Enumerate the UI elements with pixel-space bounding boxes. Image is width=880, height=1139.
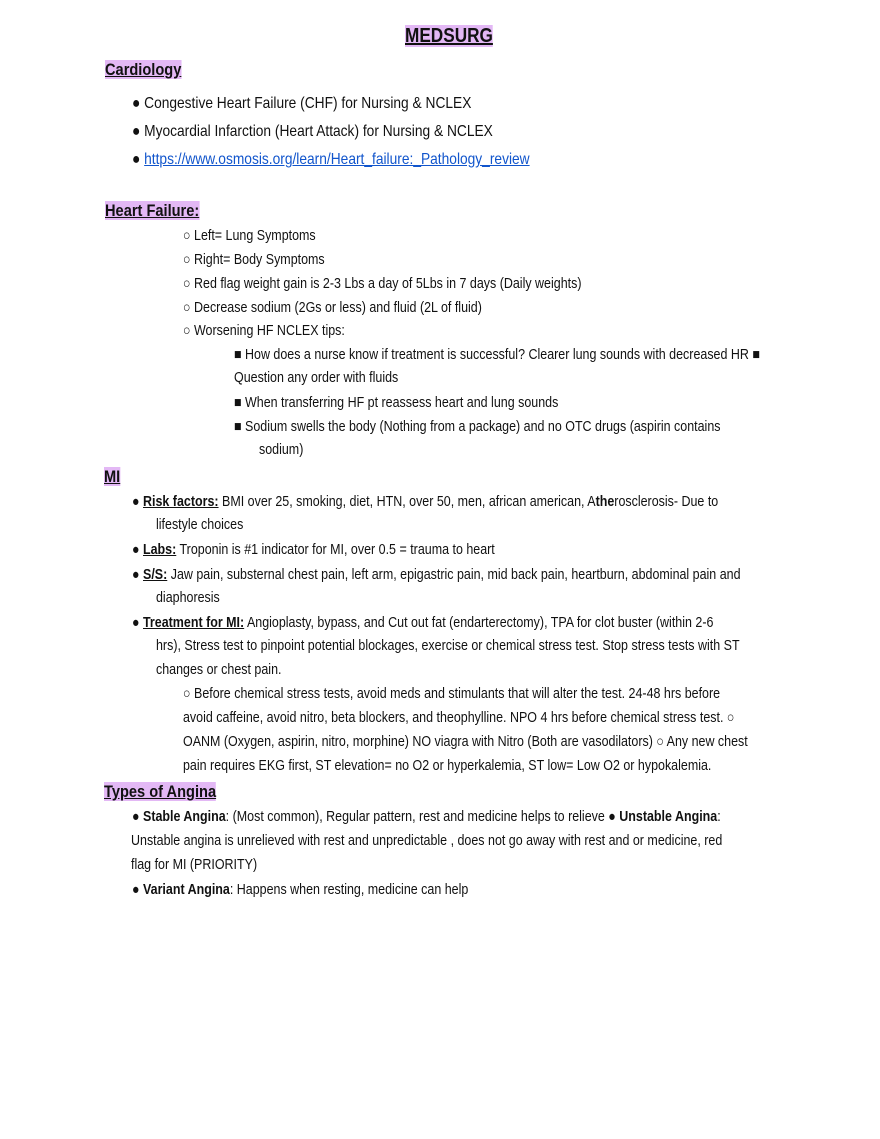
list-item: ○ Decrease sodium (2Gs or less) and fluid (2L of fluid) (183, 300, 482, 316)
page-title: MEDSURG (405, 25, 493, 47)
mi-heading: MI (104, 467, 121, 486)
list-item: ○ Red flag weight gain is 2-3 Lbs a day of 5Lbs in 7 days (Daily weights) (183, 276, 582, 292)
list-item: ○ Left= Lung Symptoms (183, 228, 316, 244)
list-item: ● Myocardial Infarction (Heart Attack) for Nursing & NCLEX (132, 123, 493, 140)
list-item: ■ Sodium swells the body (Nothing from a package) and no OTC drugs (aspirin contains (234, 419, 721, 435)
list-item: ● Risk factors: BMI over 25, smoking, diet, HTN, over 50, men, african american, Atherosclerosis- Due to (132, 494, 719, 510)
list-item: ■ How does a nurse know if treatment is successful? Clearer lung sounds with decreased HR ■ (234, 347, 760, 363)
list-item: ○ Before chemical stress tests, avoid meds and stimulants that will alter the test. 24-48 hrs before (183, 686, 721, 702)
osmosis-link[interactable]: https://www.osmosis.org/learn/Heart_failure:_Pathology_review (144, 151, 530, 168)
list-item: ● Congestive Heart Failure (CHF) for Nursing & NCLEX (132, 95, 472, 112)
list-item-continuation: changes or chest pain. (156, 662, 282, 678)
list-item: ● S/S: Jaw pain, substernal chest pain, left arm, epigastric pain, mid back pain, heartburn, abdominal pain and (132, 567, 741, 583)
list-item-continuation: Question any order with fluids (234, 370, 399, 386)
cardiology-heading: Cardiology (105, 60, 182, 79)
list-item-continuation: lifestyle choices (156, 517, 244, 533)
list-item: ○ Worsening HF NCLEX tips: (183, 323, 345, 339)
angina-heading: Types of Angina (104, 782, 217, 801)
list-item: ● Variant Angina: Happens when resting, medicine can help (132, 882, 469, 898)
list-item-continuation: OANM (Oxygen, aspirin, nitro, morphine) NO viagra with Nitro (Both are vasodilators) ○ Any new chest (183, 734, 748, 750)
list-item-continuation: hrs), Stress test to pinpoint potential blockages, exercise or chemical stress test. Stop stress tests with ST (156, 638, 740, 654)
list-item: ○ Right= Body Symptoms (183, 252, 325, 268)
heart-failure-heading: Heart Failure: (105, 201, 200, 220)
list-item-continuation: diaphoresis (156, 590, 220, 606)
list-item: ● Stable Angina: (Most common), Regular pattern, rest and medicine helps to relieve ● Unstable Angina: (132, 809, 721, 825)
list-item: ● https://www.osmosis.org/learn/Heart_failure:_Pathology_review (132, 151, 530, 168)
list-item-continuation: pain requires EKG first, ST elevation= no O2 or hyperkalemia, ST low= Low O2 or hypokalemia. (183, 758, 712, 774)
list-item-continuation: avoid caffeine, avoid nitro, beta blockers, and theophylline. NPO 4 hrs before chemical stress test. ○ (183, 710, 735, 726)
list-item: ■ When transferring HF pt reassess heart and lung sounds (234, 395, 559, 411)
list-item: ● Labs: Troponin is #1 indicator for MI, over 0.5 = trauma to heart (132, 542, 495, 558)
list-item-continuation: Unstable angina is unrelieved with rest and unpredictable , does not go away with rest and or medicine, red (131, 833, 723, 849)
list-item-continuation: sodium) (259, 442, 304, 458)
list-item-continuation: flag for MI (PRIORITY) (131, 857, 258, 873)
list-item: ● Treatment for MI: Angioplasty, bypass, and Cut out fat (endarterectomy), TPA for clot buster (within 2-6 (132, 615, 714, 631)
